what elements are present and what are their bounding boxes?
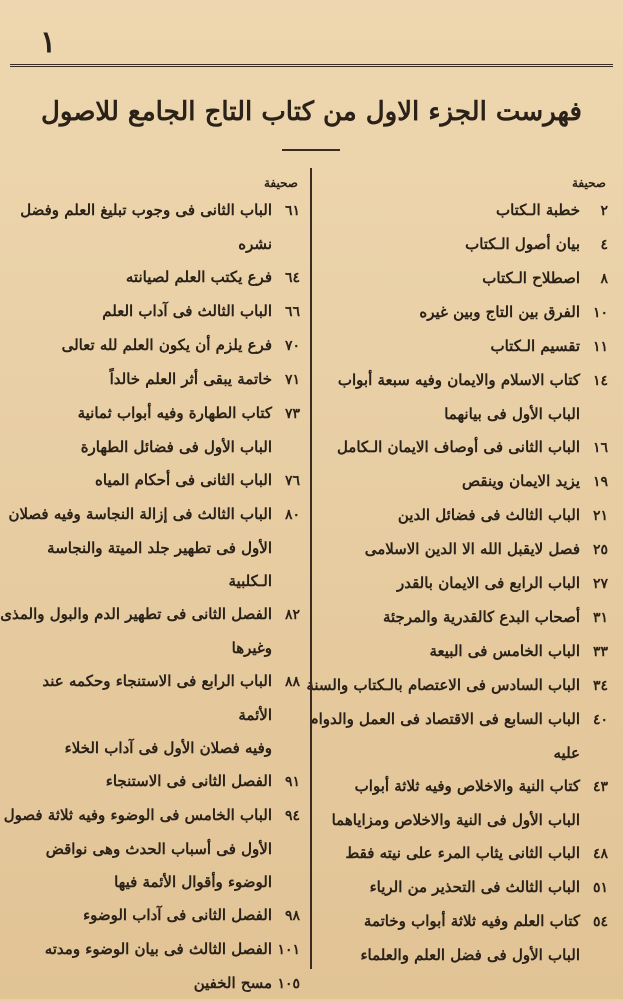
index-entry	[24, 228, 300, 261]
entry-page-number: ٩٤	[284, 808, 300, 824]
index-entry	[24, 632, 300, 665]
entry-text: الباب الثانى فى أحكام المياه	[95, 471, 272, 489]
entry-text: الباب السابع فى الاقتصاد فى العمل والدوام	[309, 710, 580, 728]
entry-text: خاتمة يبقى أثر العلم خالداً	[109, 370, 272, 388]
entry-text: تقسيم الـكتاب	[490, 337, 580, 355]
index-entry	[24, 967, 300, 1001]
index-entry	[24, 899, 300, 933]
entry-text: كتاب العلم وفيه ثلاثة أبواب وخاتمة	[363, 912, 580, 930]
entry-text: الـكلبية	[228, 572, 272, 590]
entry-text: كتاب الاسلام والايمان وفيه سبعة أبواب	[337, 371, 580, 389]
entry-page-number: ٣١	[592, 610, 608, 626]
entry-page-number: ١٦	[592, 440, 608, 456]
index-title: فهرست الجزء الاول من كتاب التاج الجامع للاصول	[41, 97, 582, 127]
index-entry	[318, 601, 608, 635]
entry-page-number: ٧١	[284, 372, 300, 388]
entry-text: الفصل الثانى فى تطهير الدم والبول والمذى	[0, 605, 272, 623]
entry-text: الفصل الثانى فى الاستنجاء	[105, 772, 272, 790]
index-entry	[318, 296, 608, 330]
index-entry	[24, 765, 300, 799]
index-entry	[318, 398, 608, 431]
right-column-header: صحيفة	[571, 176, 606, 190]
entry-text: الباب الثانى يثاب المرء على نيته فقط	[345, 844, 580, 862]
index-entry	[24, 261, 300, 295]
index-entry	[306, 669, 608, 703]
index-entry	[318, 364, 608, 398]
index-entry	[318, 737, 608, 770]
index-entry	[24, 329, 300, 363]
entry-page-number: ١٠٥	[277, 976, 300, 992]
entry-page-number: ٢٧	[592, 576, 608, 592]
left-column-header: صحيفة	[263, 176, 298, 190]
entry-text: الأول فى أسباب الحدث وهى نواقض	[45, 840, 272, 858]
entry-page-number: ٧٠	[284, 338, 300, 354]
entry-page-number: ١١	[592, 339, 608, 355]
entry-page-number: ٣٤	[592, 678, 608, 694]
entry-page-number: ٣٣	[592, 644, 608, 660]
entry-text: الباب الرابع فى الايمان بالقدر	[396, 574, 580, 592]
entry-text: الأول فى تطهير جلد الميتة والنجاسة	[47, 539, 272, 557]
entry-text: الباب الأول فى فضل العلم والعلماء	[360, 946, 580, 964]
entry-text: اصطلاح الـكتاب	[482, 269, 580, 287]
entry-text: الباب السادس فى الاعتصام بالـكتاب والسنة	[306, 676, 580, 694]
index-entry	[24, 464, 300, 498]
entry-text: أصحاب البدع كالقدرية والمرجئة	[382, 608, 580, 626]
entry-text: الأئمة	[238, 706, 272, 724]
entry-page-number: ٤٣	[592, 779, 608, 795]
entry-text: الباب الثانى فى أوصاف الايمان الـكامل	[336, 438, 580, 456]
entry-text: نشره	[238, 235, 272, 253]
index-entry	[24, 397, 300, 431]
entry-text: الباب الخامس فى الوضوء وفيه ثلاثة فصول	[3, 806, 272, 824]
index-entry	[24, 699, 300, 732]
entry-page-number: ٨٢	[284, 607, 300, 623]
column-divider	[310, 168, 312, 969]
index-entry	[318, 837, 608, 871]
entry-page-number: ٨٨	[284, 674, 300, 690]
entry-page-number: ١٤	[592, 373, 608, 389]
index-entry	[24, 565, 300, 598]
index-entry	[24, 732, 300, 765]
entry-text: مسح الخفين	[193, 974, 272, 992]
index-entry	[24, 532, 300, 565]
entry-text: فرع يكتب العلم لصيانته	[125, 268, 272, 286]
entry-page-number: ٧٣	[284, 406, 300, 422]
entry-text: الفرق بين التاج وبين غيره	[419, 303, 580, 321]
entry-text: وغيرها	[231, 639, 272, 657]
index-entry	[318, 939, 608, 972]
index-entry	[318, 194, 608, 228]
entry-page-number: ٦٦	[284, 304, 300, 320]
entry-page-number: ٢	[600, 203, 608, 219]
index-entry	[318, 871, 608, 905]
index-entry	[24, 295, 300, 329]
index-entry	[24, 431, 300, 464]
index-entry	[24, 833, 300, 866]
index-entry	[318, 770, 608, 804]
index-entry	[318, 635, 608, 669]
index-entry	[318, 567, 608, 601]
entry-text: فرع يلزم أن يكون العلم لله تعالى	[61, 336, 272, 354]
header-double-rule	[10, 64, 613, 67]
index-entry	[24, 363, 300, 397]
entry-page-number: ٧٦	[284, 473, 300, 489]
index-entry	[0, 598, 300, 632]
entry-page-number: ٩٨	[284, 908, 300, 924]
title-underline	[282, 149, 340, 151]
entry-text: الفصل الثالث فى بيان الوضوء ومدته	[44, 940, 272, 958]
index-entry	[3, 799, 300, 833]
entry-text: بيان أصول الـكتاب	[465, 235, 580, 253]
index-entry	[318, 330, 608, 364]
entry-page-number: ٥١	[592, 880, 608, 896]
index-entry	[318, 905, 608, 939]
entry-page-number: ٢١	[592, 508, 608, 524]
index-entry	[309, 703, 608, 737]
entry-text: كتاب الطهارة وفيه أبواب ثمانية	[77, 404, 272, 422]
page-number: ١	[40, 25, 57, 60]
entry-text: الباب الأول فى فضائل الطهارة	[80, 438, 272, 456]
entry-text: فصل لايقبل الله الا الدين الاسلامى	[364, 540, 580, 558]
entry-text: الباب الثالث فى إزالة النجاسة وفيه فصلان	[8, 505, 272, 523]
entry-text: الباب الثالث فى فضائل الدين	[397, 506, 580, 524]
index-entry	[318, 804, 608, 837]
entry-text: الباب الثالث فى التحذير من الرياء	[369, 878, 580, 896]
entry-text: الوضوء وأقوال الأئمة فيها	[114, 873, 272, 891]
index-entry	[318, 228, 608, 262]
entry-text: عليه	[553, 744, 580, 762]
entry-text: الباب الخامس فى البيعة	[429, 642, 580, 660]
entry-text: يزيد الايمان وينقص	[461, 472, 580, 490]
entry-text: الفصل الثانى فى آداب الوضوء	[83, 906, 272, 924]
entry-text: الباب الثالث فى آداب العلم	[102, 302, 272, 320]
index-entry	[24, 933, 300, 967]
left-column	[0, 172, 300, 1001]
entry-page-number: ١٠	[592, 305, 608, 321]
entry-page-number: ١٩	[592, 474, 608, 490]
entry-page-number: ٤	[600, 237, 608, 253]
entry-text: الباب الثانى فى وجوب تبليغ العلم وفضل	[20, 201, 272, 219]
entry-text: الباب الأول فى النية والاخلاص ومزاياهما	[331, 811, 580, 829]
index-entry	[318, 262, 608, 296]
entry-page-number: ٦١	[284, 203, 300, 219]
entry-page-number: ٤٠	[592, 712, 608, 728]
entry-text: كتاب النية والاخلاص وفيه ثلاثة أبواب	[354, 777, 580, 795]
entry-page-number: ٩١	[284, 774, 300, 790]
entry-page-number: ٤٨	[592, 846, 608, 862]
entry-text: الباب الأول فى بيانهما	[444, 405, 580, 423]
entry-page-number: ٦٤	[284, 270, 300, 286]
entry-page-number: ٨٠	[284, 507, 300, 523]
entry-page-number: ٢٥	[592, 542, 608, 558]
index-entry	[24, 665, 300, 699]
index-entry	[20, 194, 300, 228]
entry-page-number: ٨	[600, 271, 608, 287]
entry-page-number: ١٠١	[277, 942, 300, 958]
entry-text: خطبة الـكتاب	[495, 201, 580, 219]
entry-text: وفيه فصلان الأول فى آداب الخلاء	[64, 739, 272, 757]
index-entry	[318, 533, 608, 567]
entry-text: الباب الرابع فى الاستنجاء وحكمه عند	[42, 672, 272, 690]
index-entry	[8, 498, 300, 532]
index-entry	[318, 499, 608, 533]
entry-page-number: ٥٤	[592, 914, 608, 930]
index-entry	[24, 866, 300, 899]
right-column	[306, 172, 608, 972]
index-entry	[318, 465, 608, 499]
index-entry	[318, 431, 608, 465]
